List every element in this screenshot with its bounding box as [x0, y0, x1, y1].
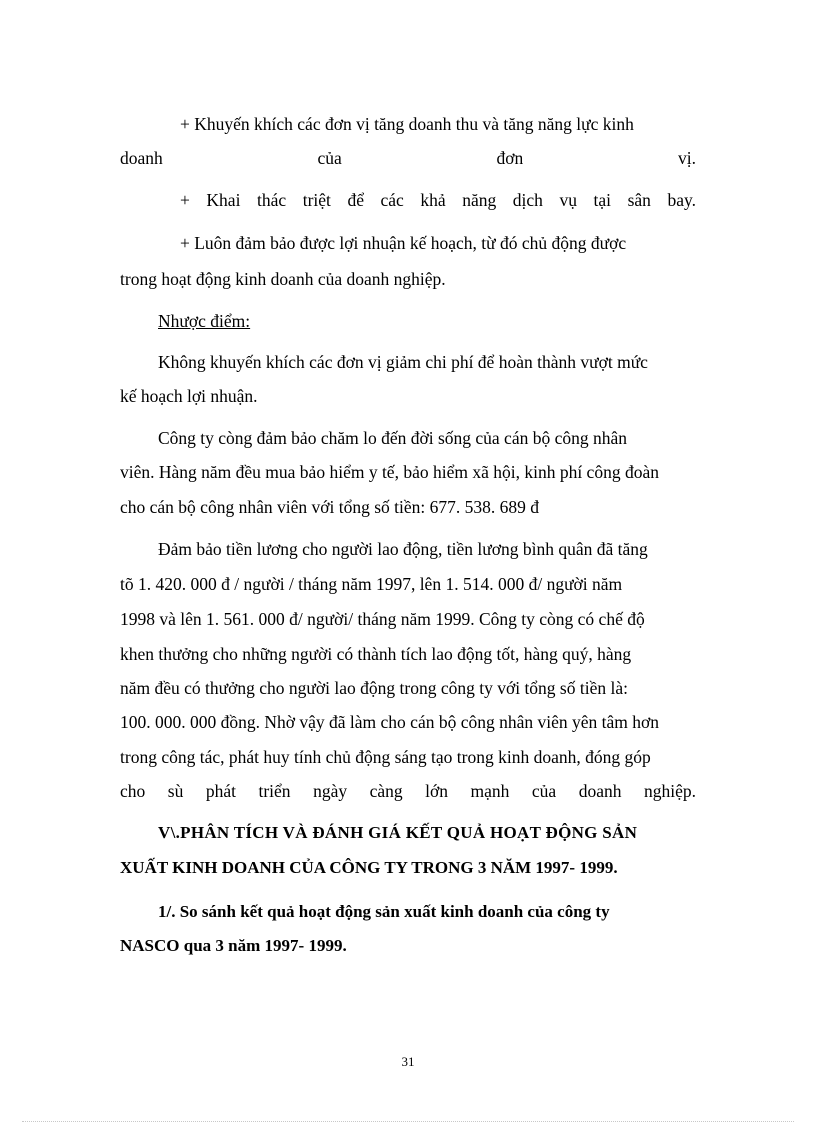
body-text-line: Đảm bảo tiền lương cho người lao động, tiền lương bình quân đã tăng [158, 539, 648, 559]
word: khả [420, 190, 446, 210]
word: năng [462, 190, 497, 210]
body-text-line: kế hoạch lợi nhuận. [120, 386, 258, 406]
word: bay. [667, 190, 696, 210]
word: triển [258, 781, 291, 801]
body-text-line: trong hoạt động kinh doanh của doanh nghiệp. [120, 269, 446, 289]
word: nghiệp. [643, 781, 696, 801]
body-text-line [120, 147, 696, 169]
word: thác [257, 190, 287, 210]
body-text-line: + Luôn đảm bảo được lợi nhuận kế hoạch, từ đó chủ động được [180, 233, 627, 253]
word: dịch [512, 190, 543, 210]
page-divider [22, 1121, 794, 1122]
word: + [180, 190, 190, 210]
word: vụ [559, 190, 577, 210]
body-text-line: Không khuyến khích các đơn vị giảm chi phí để hoàn thành vượt mức [158, 352, 648, 372]
word: doanh [578, 781, 622, 801]
word: lớn [425, 781, 449, 801]
body-text-line: + Khuyến khích các đơn vị tăng doanh thu và tăng năng lực kinh [180, 114, 634, 134]
section-heading: V\.PHÂN TÍCH VÀ ĐÁNH GIÁ KẾT QUẢ HOẠT ĐỘNG SẢN [158, 823, 638, 842]
word: của [531, 781, 557, 801]
body-text-line: 100. 000. 000 đồng. Nhờ vậy đã làm cho cán bộ công nhân viên yên tâm hơn [120, 712, 660, 732]
word: ngày [313, 781, 348, 801]
word: triệt [302, 190, 331, 210]
body-text-line: năm đều có thưởng cho người lao động trong công ty với tổng số tiền là: [120, 678, 628, 698]
body-text-line: trong công tác, phát huy tính chủ động sáng tạo trong kinh doanh, đóng góp [120, 747, 651, 767]
section-heading: XUẤT KINH DOANH CỦA CÔNG TY TRONG 3 NĂM 1997- 1999. [120, 858, 618, 877]
body-text-line: tõ 1. 420. 000 đ / người / tháng năm 1997, lên 1. 514. 000 đ/ người năm [120, 574, 623, 594]
word: sù [167, 781, 184, 801]
subsection-heading: 1/. So sánh kết quả hoạt động sản xuất kinh doanh của công ty [158, 902, 610, 921]
body-text-line: Công ty còng đảm bảo chăm lo đến đời sống của cán bộ công nhân [158, 428, 628, 448]
body-text-line [120, 780, 696, 802]
word: sân [627, 190, 651, 210]
body-text-line [180, 189, 696, 211]
disadvantage-heading: Nhược điểm: [158, 311, 251, 331]
word: càng [369, 781, 403, 801]
word: vị. [678, 148, 696, 168]
body-text-line: viên. Hàng năm đều mua bảo hiểm y tế, bảo hiểm xã hội, kinh phí công đoàn [120, 462, 659, 482]
word: phát [205, 781, 236, 801]
word: để [347, 190, 364, 210]
word: các [380, 190, 404, 210]
word: Khai [206, 190, 241, 210]
body-text-line: khen thưởng cho những người có thành tích lao động tốt, hàng quý, hàng [120, 644, 632, 664]
word: doanh [120, 148, 163, 168]
word: tại [593, 190, 612, 210]
subsection-heading: NASCO qua 3 năm 1997- 1999. [120, 936, 347, 955]
page-number: 31 [401, 1054, 415, 1069]
body-text-line: cho cán bộ công nhân viên với tổng số tiền: 677. 538. 689 đ [120, 497, 539, 517]
body-text-line: 1998 và lên 1. 561. 000 đ/ người/ tháng năm 1999. Công ty còng có chế độ [120, 609, 645, 629]
word: đơn [496, 148, 524, 168]
word: của [317, 148, 342, 168]
word: mạnh [470, 781, 510, 801]
word: cho [120, 781, 146, 801]
